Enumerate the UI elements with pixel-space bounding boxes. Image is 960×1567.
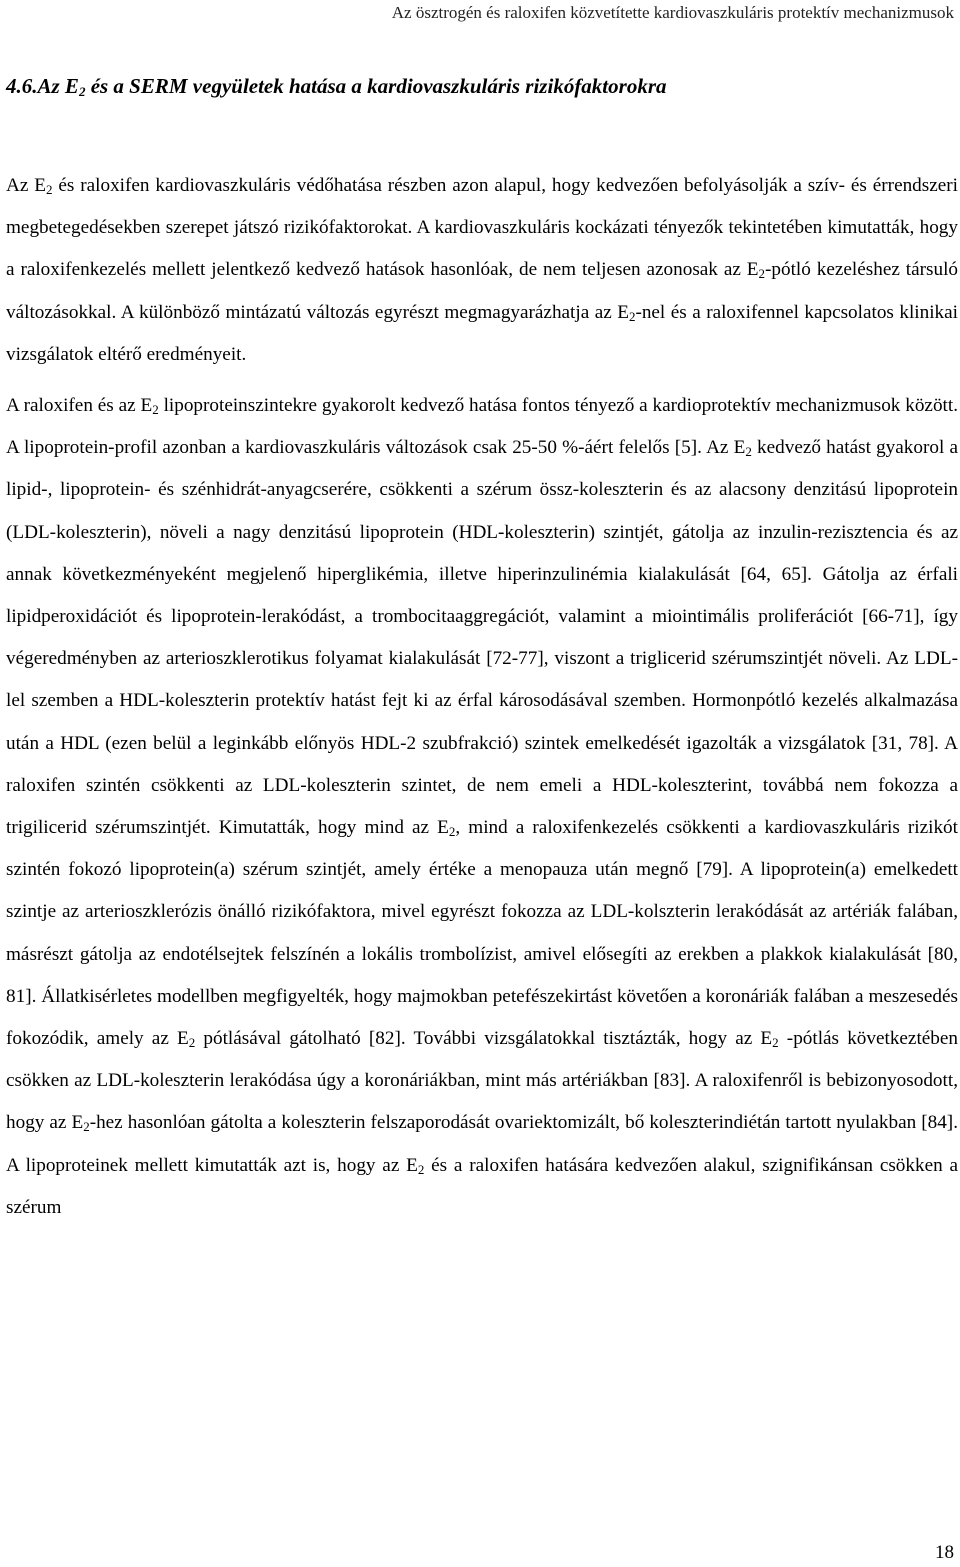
- running-header: Az ösztrogén és raloxifen közvetítette kardiovaszkuláris protektív mechanizmusok: [391, 3, 954, 22]
- section-heading: [6, 72, 954, 100]
- subscript: 2: [152, 402, 159, 418]
- subscript: 2: [758, 266, 766, 282]
- text-segment: lipoproteinszintekre gyakorolt kedvező hatása fontos tényező a kardioprotektív mechanizmusok között. A lipoprotein-profil azonban a kardiovaszkuláris változások csak 25-50 %-áért felelős [5]. Az E: [6, 395, 958, 459]
- text-segment: kedvező hatást gyakorol a lipid-, lipoprotein- és szénhidrát-anyagcserére, csökkenti a szérum össz-koleszterin és az alacsony denzitású lipoprotein (LDL-koleszterin), növeli a nagy denzitású lipoprotein (HDL-koleszterin) szintjét, gátolja az inzulin-rezisztencia és az annak következményeként megjelenő hiperglikémia, illetve hiperinzulinémia kialakulását [64, 65]. Gátolja az érfali lipidperoxidációt és lipoprotein-lerakódást, a trombocitaaggregációt, valamint a miointimális proliferációt [66-71], így végeredményben az arterioszklerotikus folyamat kialakulását [72-77], viszont a triglicerid szérumszintjét növeli. Az LDL-lel szemben a HDL-koleszterin protektív hatást fejt ki az érfal károsodásával szemben. Hormonpótló kezelés alkalmazása után a HDL (ezen belül a leginkább előnyös HDL-2 szubfrakció) szintek emelkedését igazolták a vizsgálatok [31, 78]. A raloxifen szintén csökkenti az LDL-koleszterin szintet, de nem emeli a HDL-koleszterint, továbbá nem fokozza a trigilicerid szérumszintjét. Kimutatták, hogy mind az E: [6, 437, 958, 839]
- subscript: 2: [772, 1035, 779, 1051]
- section-number: 4.6.: [6, 74, 38, 98]
- section-title-subscript: 2: [78, 84, 86, 99]
- section-title-start: Az E: [37, 74, 79, 98]
- subscript: 2: [448, 824, 456, 840]
- text-segment: és raloxifen kardiovaszkuláris védőhatása részben azon alapul, hogy kedvezően befolyásolják a szív- és érrendszeri megbetegedésekben szerepet játszó rizikófaktorokat. A kardiovaszkuláris kockázati tényezők tekintetében kimutatták, hogy a raloxifenkezelés mellett jelentkező kedvező hatások hasonlóak, de nem teljesen azonosak az E: [6, 175, 958, 281]
- text-segment: és a raloxifen hatására kedvezően alakul, szignifikánsan csökken a szérum: [6, 1154, 958, 1218]
- body-text: [6, 165, 958, 1229]
- paragraph: [6, 385, 958, 1229]
- page-number: 18: [935, 1542, 954, 1563]
- subscript: 2: [628, 308, 636, 324]
- subscript: 2: [45, 182, 53, 197]
- text-segment: -nel és a raloxifennel kapcsolatos klinikai vizsgálatok eltérő eredményeit.: [6, 301, 958, 365]
- subscript: 2: [745, 444, 752, 460]
- text-segment: A raloxifen és az E: [6, 395, 153, 417]
- text-segment: -pótló kezeléshez társuló változásokkal. A különböző mintázatú változás egyrészt megmagyarázhatja az E: [6, 259, 959, 323]
- text-segment: -pótlás következtében csökken az LDL-koleszterin lerakódása úgy a koronáriákban, mint más artériákban [83]. A raloxifenről is bebizonyosodott, hogy az E: [6, 1028, 958, 1134]
- text-segment: pótlásával gátolható [82]. További vizsgálatokkal tisztázták, hogy az E: [195, 1028, 773, 1050]
- subscript: 2: [417, 1161, 425, 1177]
- text-segment: Az E: [6, 175, 46, 196]
- text-segment: , mind a raloxifenkezelés csökkenti a kardiovaszkuláris rizikót szintén fokozó lipoprotein(a) szérum szintjét, amely értéke a menopauza után megnő [79]. A lipoprotein(a) emelkedett szintje az arterioszklerózis önálló rizikófaktora, mivel egyrészt fokozza az LDL-kolszterin lerakódását az artériák falában, másrészt gátolja az endotélsejtek felszínén a lokális trombolízist, amivel elősegíti az erekben a plakkok kialakulását [80, 81]. Állatkisérletes modellben megfigyelték, hogy majmokban petefészekirtást követően a koronáriák falában a meszesedés fokozódik, amely az E: [6, 817, 958, 1050]
- text-segment: -hez hasonlóan gátolta a koleszterin felszaporodását ovariektomizált, bő koleszterindiétán tartott nyulakban [84]. A lipoproteinek mellett kimutatták azt is, hogy az E: [6, 1112, 958, 1176]
- section-title-end: és a SERM vegyületek hatása a kardiovaszkuláris rizikófaktorokra: [85, 74, 667, 98]
- subscript: 2: [188, 1035, 196, 1051]
- subscript: 2: [83, 1119, 90, 1135]
- paragraph: [6, 165, 958, 376]
